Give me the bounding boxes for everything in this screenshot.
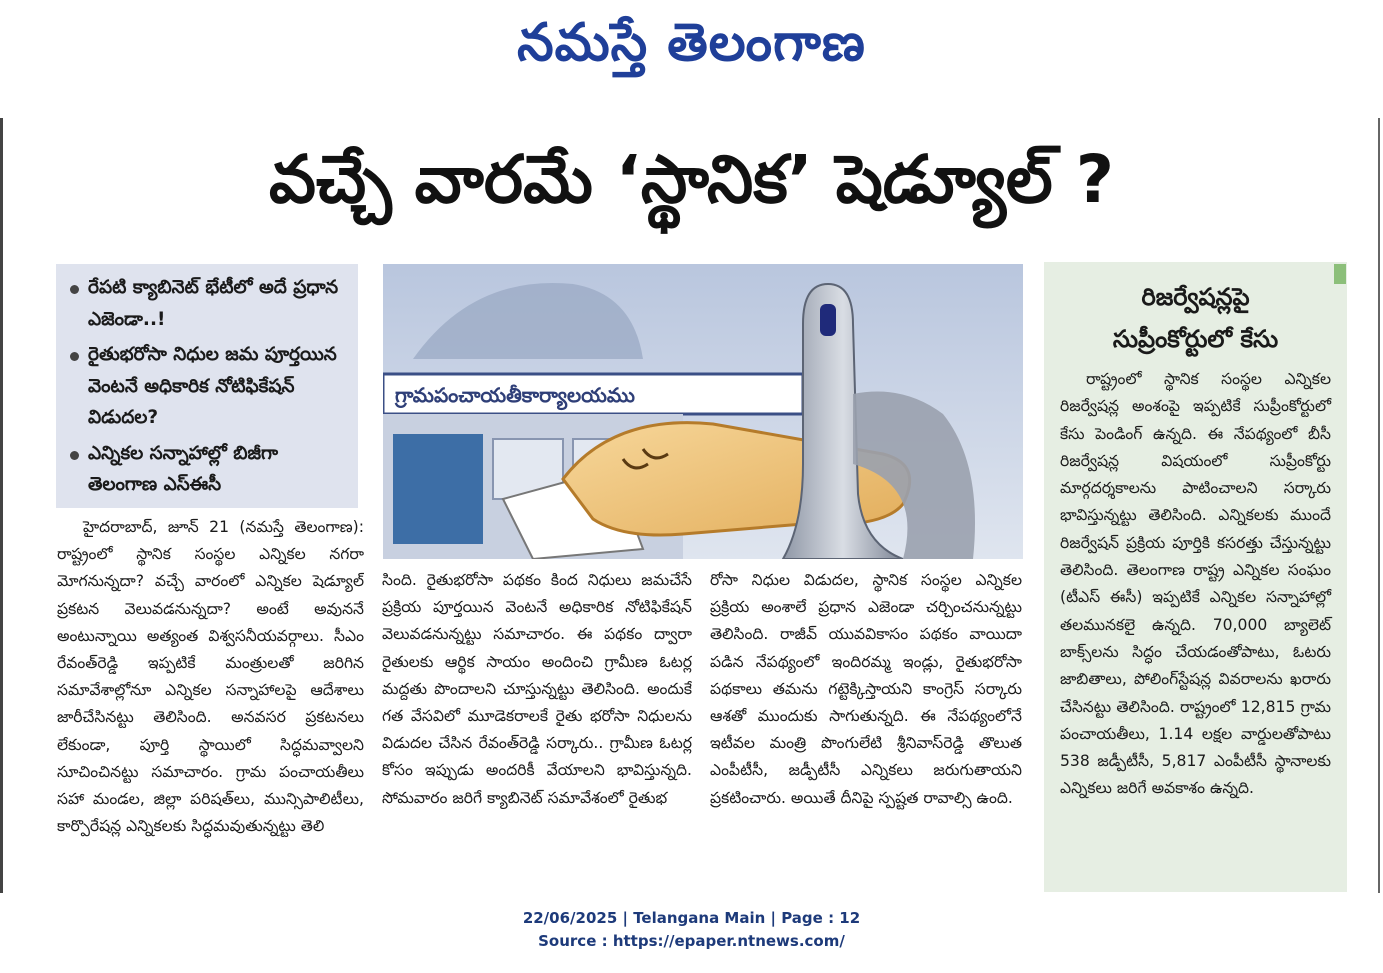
article-paragraph: రోసా నిధుల విడుదల, స్థానిక సంస్థల ఎన్నికల ప్రక్రియ అంశాలే ప్రధాన ఎజెండా చర్చించనున్నట్టు తెలిసింది. రాజీవ్ యువవికాసం పథకం వాయిదా పడిన నేపథ్యంలో ఇందిరమ్మ ఇండ్లు, రైతుభరోసా పథకాలు తమను గట్టెక్కిస్తాయని కాంగ్రెస్ సర్కారు ఆశతో ముందుకు సాగుతున్నది. ఈ నేపథ్యంలోనే ఇటీవల మంత్రి పొంగులేటి శ్రీనివాస్‌రెడ్డి తొలుత ఎంపీటీసీ, జడ్పీటీసీ ఎన్నికలు జరుగుతాయని ప్రకటించారు. అయితే దీనిపై స్పష్టత రావాల్సి ఉంది. [710, 571, 1022, 807]
footer-source-line: Source : https://epaper.ntnews.com/ [538, 932, 845, 950]
article-column-2 [382, 567, 692, 877]
highlights-box [56, 264, 358, 508]
article-column-3 [710, 567, 1022, 877]
footer-date-line: 22/06/2025 | Telangana Main | Page : 12 [522, 909, 861, 927]
bullet-icon [70, 352, 79, 361]
highlight-item [70, 272, 348, 335]
highlight-item [70, 438, 348, 501]
bullet-icon [70, 285, 79, 294]
article-paragraph: సింది. రైతుభరోసా పథకం కింద నిధులు జమచేసే ప్రక్రియ పూర్తయిన వెంటనే అధికారిక నోటిఫికేషన్ వెలువడనున్నట్టు సమాచారం. ఈ పథకం ద్వారా రైతులకు ఆర్థిక సాయం అందించి గ్రామీణ ఓటర్ల మద్దతు పొందాలని చూస్తున్నట్టు తెలిసింది. అందుకే గత వేసవిలో మూడెకరాలకే రైతు భరోసా నిధులను విడుదల చేసిన రేవంత్‌రెడ్డి సర్కారు.. గ్రామీణ ఓటర్ల కోసం ఇప్పుడు అందరికీ వేయాలని భావిస్తున్నది. సోమవారం జరిగే క్యాబినెట్ సమావేశంలో రైతుభ [382, 571, 692, 807]
article-column-1 [57, 514, 364, 876]
voting-illustration-svg [383, 264, 1023, 559]
highlight-text: ఎన్నికల సన్నాహాల్లో బిజీగా తెలంగాణ ఎస్ఈసీ [88, 442, 279, 495]
highlight-text: రేపటి క్యాబినెట్ భేటీలో అదే ప్రధాన ఎజెండా..! [88, 277, 339, 330]
sidebar-body [1060, 366, 1331, 803]
sidebar-box [1044, 262, 1347, 892]
headline: వచ్చే వారమే ‘స్థానిక’ షెడ్యూల్ ? [269, 141, 1114, 218]
left-margin-rule [0, 118, 3, 893]
bullet-icon [70, 451, 79, 460]
ink-mark-shape [820, 304, 836, 336]
doorway-shape [393, 434, 483, 544]
highlight-item [70, 339, 348, 434]
article-paragraph: హైదరాబాద్, జూన్ 21 (నమస్తే తెలంగాణ): రాష్ట్రంలో స్థానిక సంస్థల ఎన్నికల నగరా మోగనున్నదా? వచ్చే వారంలో ఎన్నికల షెడ్యూల్ ప్రకటన వెలువడనున్నదా? అంటే అవుననే అంటున్నాయి అత్యంత విశ్వసనీయవర్గాలు. సీఎం రేవంత్‌రెడ్డి ఇప్పటికే మంత్రులతో జరిగిన సమావేశాల్లోనూ ఎన్నికల సన్నాహాలపై ఆదేశాలు జారీచేసినట్టు తెలిసింది. అనవసర ప్రకటనలు లేకుండా, పూర్తి స్థాయిలో సిద్ధమవ్వాలని సూచించినట్టు సమాచారం. గ్రామ పంచాయతీలు సహా మండల, జిల్లా పరిషత్‌లు, మున్సిపాలిటీలు, కార్పొరేషన్ల ఎన్నికలకు సిద్ధమవుతున్నట్టు తెలి [57, 518, 364, 836]
masthead: నమస్తే తెలంగాణ [517, 12, 866, 73]
sidebar-title-line: రిజర్వేషన్లపై [1141, 283, 1250, 311]
sidebar-title-line: సుప్రీంకోర్టులో కేసు [1112, 325, 1279, 353]
right-margin-rule [1378, 118, 1380, 893]
sidebar-paragraph: రాష్ట్రంలో స్థానిక సంస్థల ఎన్నికల రిజర్వేషన్ల అంశంపై ఇప్పటికే సుప్రీంకోర్టులో కేసు పెండింగ్ ఉన్నది. ఈ నేపథ్యంలో బీసీ రిజర్వేషన్ల విషయంలో సుప్రీంకోర్టు మార్గదర్శకాలను పాటించాలని సర్కారు భావిస్తున్నట్టు తెలిసింది. ఎన్నికలకు ముందే రిజర్వేషన్ ప్రక్రియ పూర్తికి కసరత్తు చేస్తున్నట్టు తెలిసింది. తెలంగాణ రాష్ట్ర ఎన్నికల సంఘం (టీఎస్ ఈసీ) ఇప్పటికే ఎన్నికల సన్నాహాల్లో తలమునకలై ఉన్నది. 70,000 బ్యాలెట్ బాక్స్‌లను సిద్ధం చేయడంతోపాటు, ఓటరు జాబితాలు, పోలింగ్‌స్టేషన్ల వివరాలను ఖరారు చేసినట్టు తెలిసింది. రాష్ట్రంలో 12,815 గ్రామ పంచాయతీలు, 1.14 లక్షల వార్డులతోపాటు 538 జడ్పీటీసీ, 5,817 ఎంపీటీసీ స్థానాలకు ఎన్నికలు జరిగే అవకాశం ఉన్నది. [1060, 370, 1331, 798]
highlight-text: రైతుభరోసా నిధుల జమ పూర్తయిన వెంటనే అధికారిక నోటిఫికేషన్ విడుదల? [88, 344, 337, 428]
footer [0, 907, 1383, 953]
election-illustration [383, 264, 1023, 559]
office-sign-text: గ్రామపంచాయతీకార్యాలయము [395, 383, 635, 407]
sidebar-title [1060, 272, 1331, 360]
sidebar-accent-tab [1334, 264, 1346, 284]
